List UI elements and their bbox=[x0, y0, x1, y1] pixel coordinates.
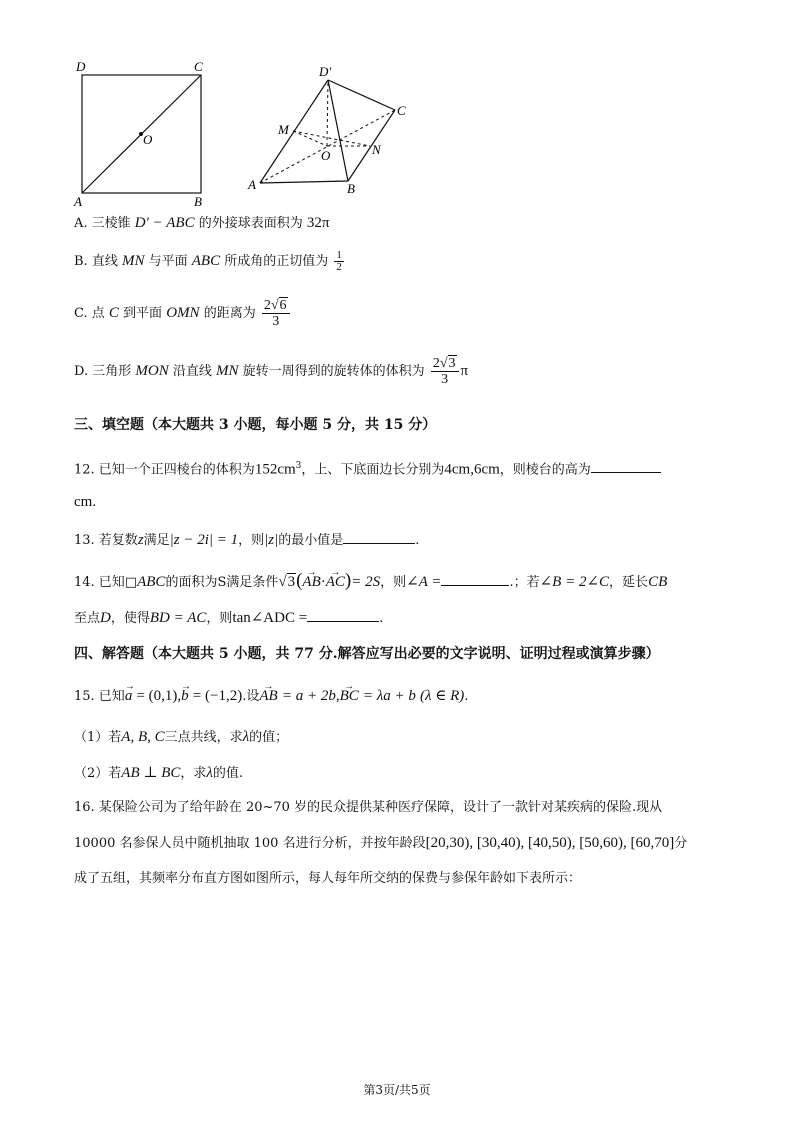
fraction-2-root3-over-3: $\frac{2√3}{3}$ bbox=[431, 356, 459, 387]
label-m: M bbox=[278, 122, 289, 137]
vector-a: → a bbox=[125, 688, 133, 704]
option-c: C. 点 C 到平面 OMN 的距离为 $\frac{2√6}{3}$ bbox=[74, 298, 292, 329]
label-b2: B bbox=[347, 181, 355, 196]
option-a-value: 32π bbox=[306, 215, 330, 231]
question-16-line2: 10000 名参保人员中随机抽取 100 名进行分析，并按年龄段[20,30), [30,40), [40,50), [50,60), [60,70]分 bbox=[74, 835, 688, 851]
square-figure bbox=[70, 58, 220, 208]
segment-m-n bbox=[293, 131, 370, 146]
answer-blank-14b[interactable] bbox=[307, 609, 379, 622]
age-intervals: [20,30), [30,40), [40,50), [50,60), [60,70] bbox=[425, 835, 675, 851]
edge-a-b bbox=[260, 181, 348, 183]
answer-blank-13[interactable] bbox=[343, 531, 415, 544]
option-b: B. 直线 MN 与平面 ABC 所成角的正切值为 $\frac{1}{2}$ bbox=[74, 249, 342, 273]
label-c: C bbox=[194, 59, 203, 74]
segment-o-dprime bbox=[327, 80, 328, 146]
edge-dprime-b bbox=[328, 80, 348, 181]
segment-m-o bbox=[293, 131, 327, 146]
fraction-2-root6-over-3: $\frac{2√6}{3}$ bbox=[262, 298, 290, 329]
option-a-expr: D′ − ABC bbox=[134, 215, 195, 231]
section-4-title: 四、解答题（本大题共 5 小题，共 77 分.解答应写出必要的文字说明、证明过程或演算步骤） bbox=[74, 646, 660, 662]
label-o: O bbox=[143, 132, 153, 147]
label-d: D bbox=[76, 59, 86, 74]
question-14: 14. 已知□ABC的面积为S满足条件√3(→ AB·→ AC)= 2S，则∠A = .；若∠B = 2∠C，延长CB bbox=[74, 573, 667, 591]
question-15: 15. 已知→ a = (0,1),→ b = (−1,2).设→ AB = a + 2b,→ BC = λa + b (λ ∈ R). bbox=[74, 688, 468, 705]
question-15-part1: （1）若A, B, C三点共线，求λ的值； bbox=[74, 729, 289, 745]
vector-ab: → AB bbox=[302, 574, 320, 590]
question-12: 12. 已知一个正四棱台的体积为$152cm^3$，上、下底面边长分别为4cm,6cm，则棱台的高为 bbox=[74, 458, 661, 478]
edge-dprime-c bbox=[328, 80, 395, 110]
page-footer: 第3页/共5页 bbox=[363, 1083, 431, 1097]
label-dprime: D′ bbox=[319, 64, 332, 79]
vector-ab-15: → AB bbox=[259, 688, 277, 704]
question-15-part2: （2）若AB ⊥ BC，求λ的值. bbox=[74, 765, 244, 781]
vector-bc-15: → BC bbox=[340, 688, 359, 704]
label-o2: O bbox=[321, 148, 331, 163]
section-3-title: 三、填空题（本大题共 3 小题，每小题 5 分，共 15 分） bbox=[74, 417, 437, 433]
label-b: B bbox=[194, 194, 202, 208]
option-d: D. 三角形 MON 沿直线 MN 旋转一周得到的旋转体的体积为 $\frac{2√3}{3}$ π bbox=[74, 356, 469, 387]
label-c2: C bbox=[397, 103, 406, 118]
question-12-unit: cm. bbox=[74, 494, 97, 510]
label-a: A bbox=[74, 194, 82, 208]
answer-blank-14a[interactable] bbox=[441, 573, 509, 586]
label-n: N bbox=[372, 142, 381, 157]
question-13: 13. 若复数z满足|z − 2i| = 1，则|z|的最小值是 . bbox=[74, 532, 420, 548]
vector-ac: → AC bbox=[326, 574, 345, 590]
option-a: A. 三棱锥 D′ − ABC 的外接球表面积为 32π bbox=[74, 215, 330, 231]
fraction-one-half: $\frac{1}{2}$ bbox=[336, 249, 342, 273]
answer-blank-12[interactable] bbox=[591, 460, 661, 473]
vector-b: → b bbox=[181, 688, 189, 704]
question-16-line3: 成了五组，其频率分布直方图如图所示，每人每年所交纳的保费与参保年龄如下表所示： bbox=[74, 871, 582, 886]
question-14-line2: 至点D，使得BD = AC，则tan∠ADC = . bbox=[74, 610, 384, 626]
question-16-line1: 16. 某保险公司为了给年龄在 20~70 岁的民众提供某种医疗保障，设计了一款针对某疾病的保险.现从 bbox=[74, 800, 663, 815]
tetrahedron-figure bbox=[240, 58, 420, 198]
label-a2: A bbox=[248, 177, 256, 192]
